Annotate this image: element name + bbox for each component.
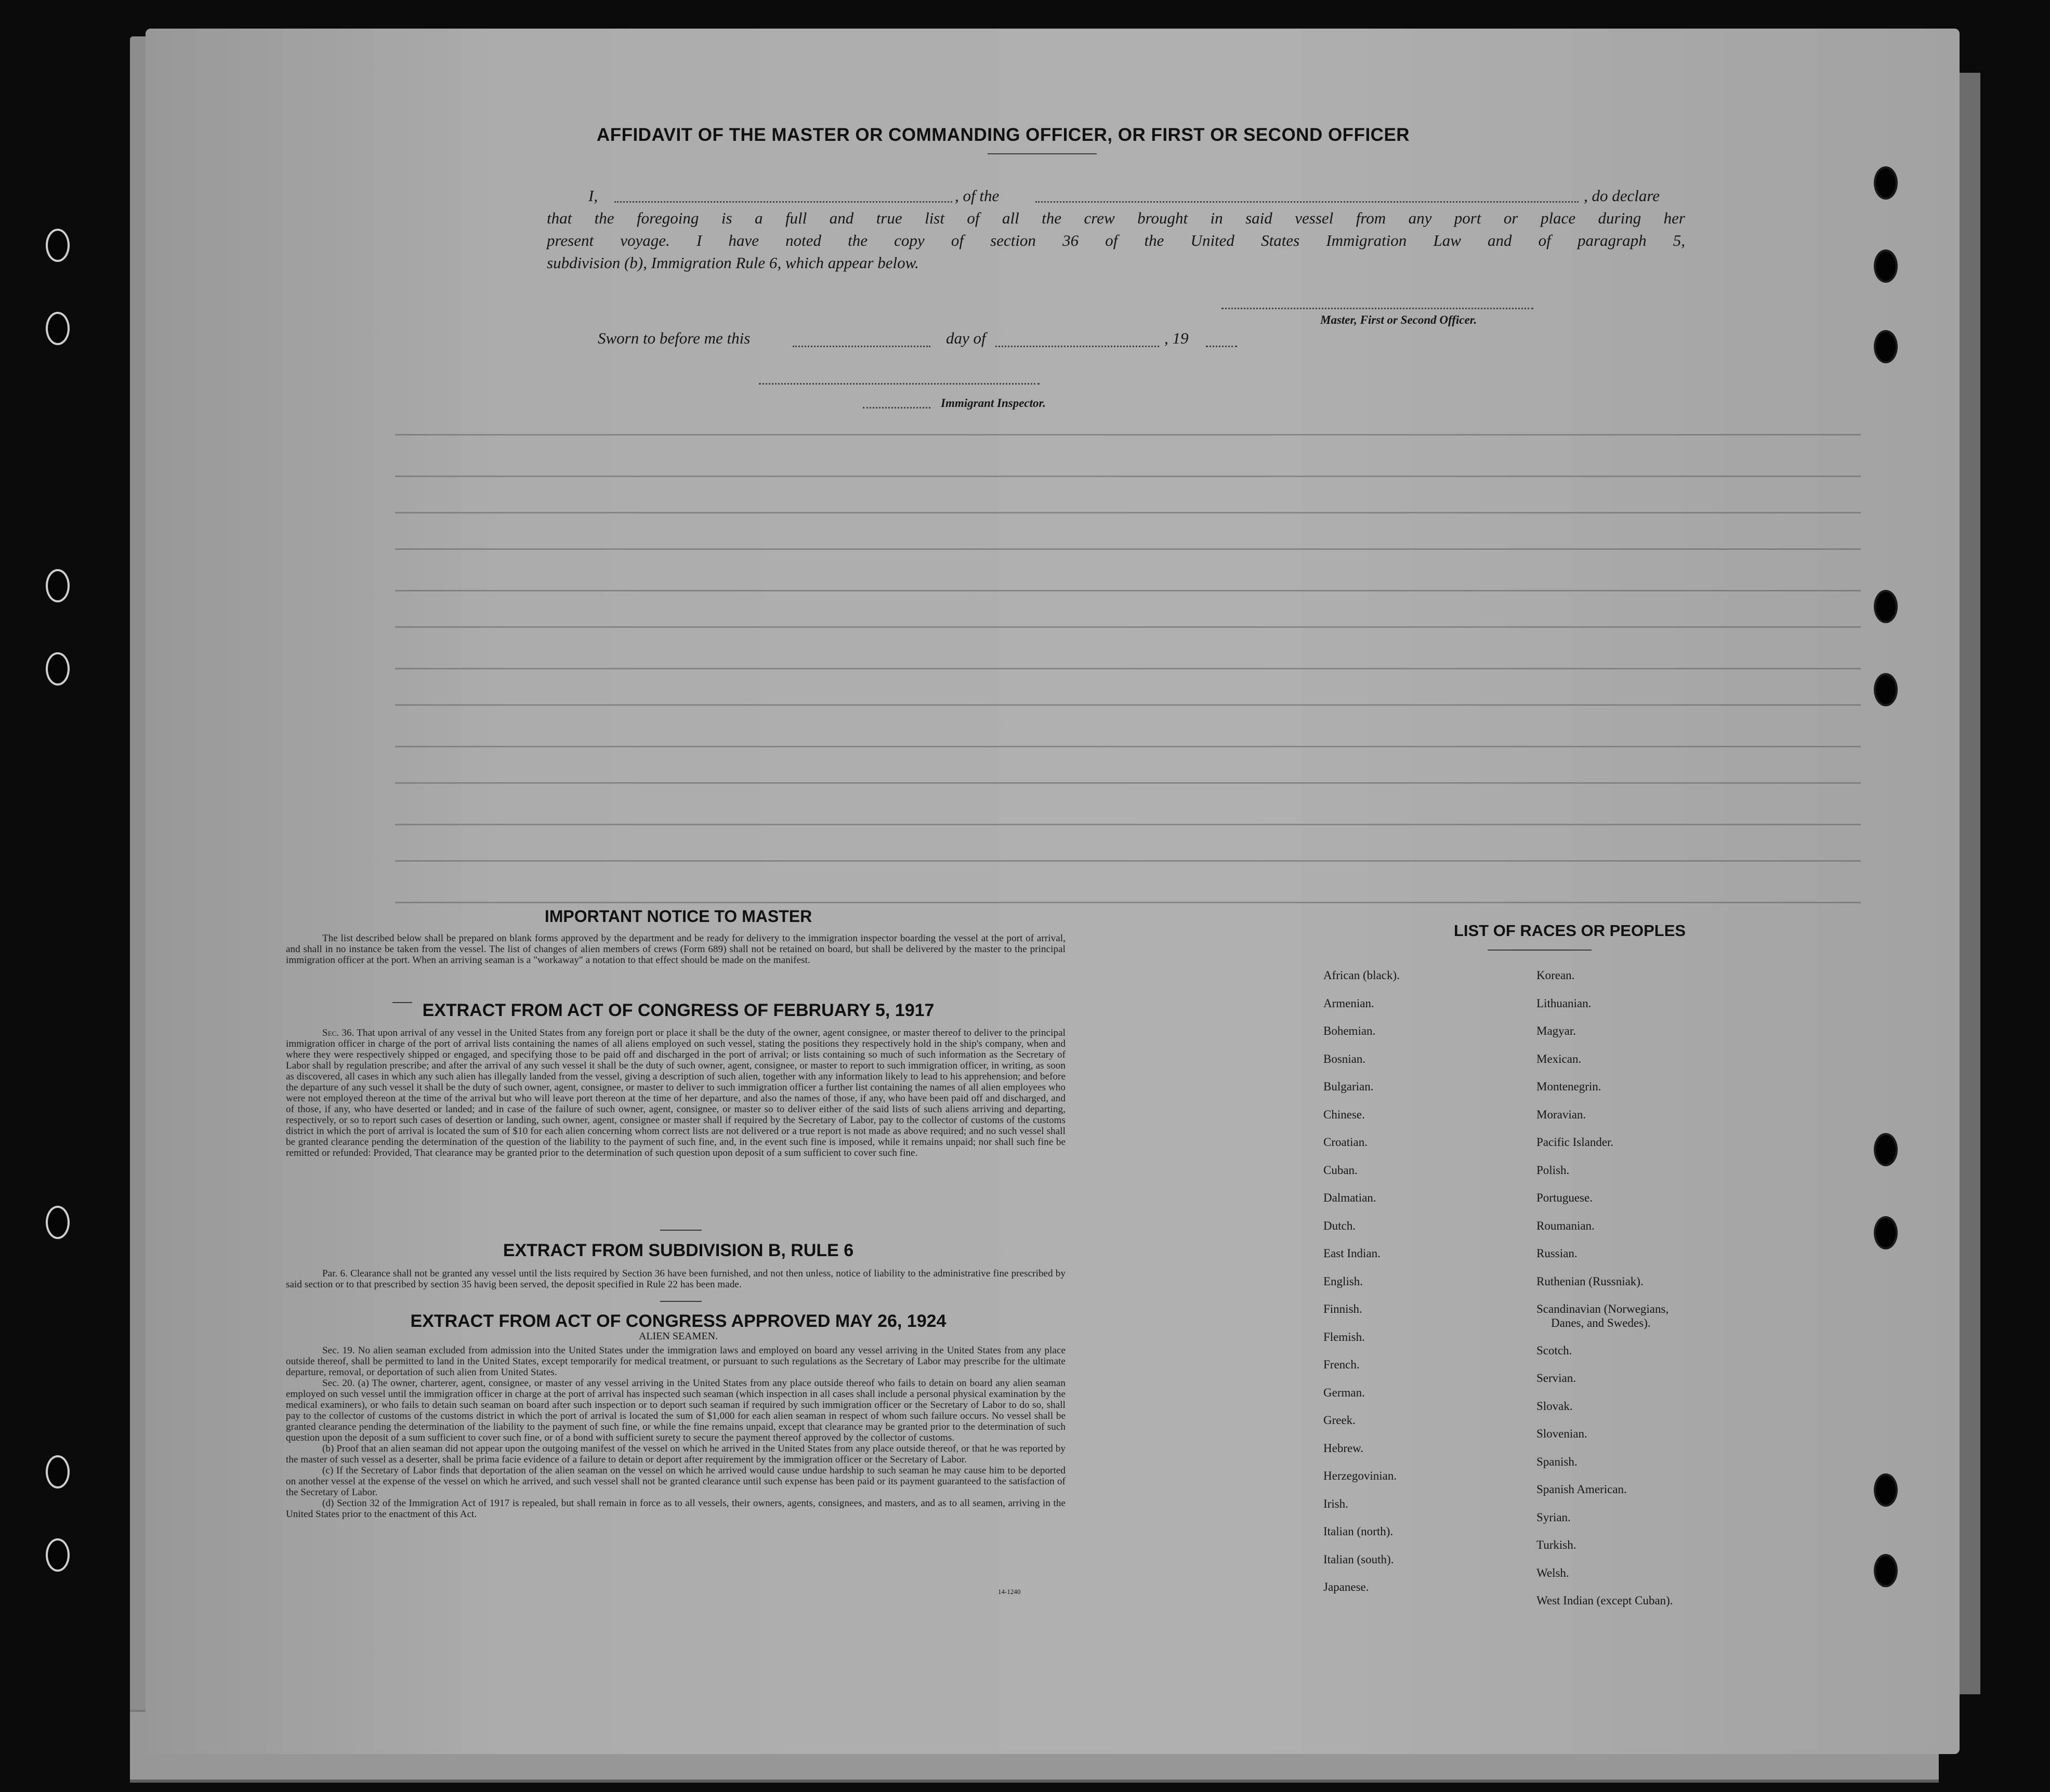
notice-title: IMPORTANT NOTICE TO MASTER (544, 907, 812, 926)
race-item: Flemish. (1323, 1330, 1365, 1343)
binder-hole-icon (46, 569, 70, 602)
race-item: Lithuanian. (1536, 996, 1592, 1010)
sworn-text-b: day of (946, 329, 986, 347)
race-item: Italian (south). (1323, 1552, 1394, 1566)
extract-1924-subtitle: ALIEN SEAMEN. (638, 1330, 718, 1342)
binder-hole-icon (1874, 590, 1898, 623)
race-item: Croatian. (1323, 1136, 1368, 1149)
race-item: Scandinavian (Norwegians, (1536, 1302, 1669, 1315)
race-item: Korean. (1536, 969, 1575, 982)
inspector-label: Immigrant Inspector. (941, 397, 1046, 410)
binder-hole-icon (1874, 1473, 1898, 1507)
affidavit-line1-b: , of the (955, 187, 1000, 205)
extract-1917-title: EXTRACT FROM ACT OF CONGRESS OF FEBRUARY 5, 1917 (422, 1000, 935, 1020)
race-item: Greek. (1323, 1414, 1356, 1427)
race-item: English. (1323, 1274, 1363, 1288)
race-item: Russian. (1536, 1247, 1578, 1260)
race-item: Roumanian. (1536, 1219, 1595, 1232)
race-item: Bosnian. (1323, 1052, 1366, 1065)
race-item: Moravian. (1536, 1108, 1586, 1121)
race-item: Danes, and Swedes). (1551, 1316, 1651, 1329)
binder-hole-icon (46, 229, 70, 262)
name-blank[interactable] (614, 201, 952, 203)
race-item: East Indian. (1323, 1247, 1381, 1260)
day-blank[interactable] (793, 346, 930, 347)
race-item: German. (1323, 1386, 1365, 1399)
sworn-line (598, 329, 1637, 353)
race-item: Bulgarian. (1323, 1080, 1374, 1093)
vessel-blank[interactable] (1035, 201, 1579, 203)
binder-hole-icon (46, 1538, 70, 1572)
races-title: LIST OF RACES OR PEOPLES (1453, 921, 1686, 940)
race-item: Finnish. (1323, 1302, 1362, 1315)
year-blank[interactable] (1206, 346, 1237, 347)
race-item: Montenegrin. (1536, 1080, 1601, 1093)
race-item: Cuban. (1323, 1163, 1358, 1177)
binder-hole-icon (1874, 1216, 1898, 1249)
affidavit-line3: present voyage. I have noted the copy of section 36 of the United States Immigration Law and of paragraph 5, (547, 231, 1685, 249)
sec-20a-text: Sec. 20. (a) The owner, charterer, agent, consignee, or master of any vessel arriving in the United States from any place outside thereof who fails to detain on board any alien seaman employed on such vessel until the immigration officer in charge at the port of arrival has inspected such seaman (which inspection in all cases shall include a personal physical examination by the medical examiners), or who fails to detain such seaman on board after such inspection or to deport such seaman if required by such immigration officer or the Secretary of Labor to do so, shall pay to the collector of customs of the customs district in which the port of arrival is located the sum of $1,000 for each alien seaman in respect of whom such failure occurs. No vessel shall be granted clearance pending the determination of the liability to the payment of such fine, or while the fine remains unpaid, except that clearance may be granted prior to the determination of such question upon the deposit of a sum sufficient to cover such fine, or of a bond with sufficient surety to secure the payment thereof approved by the collector of customs. (286, 1378, 1066, 1443)
form-number: 14-1240 (998, 1588, 1021, 1596)
sec-20b-text: (b) Proof that an alien seaman did not appear upon the outgoing manifest of the vessel on which he arrived in the United States from any place outside thereof, or that he was reported by the master of such vessel as a deserter, shall be prima facie evidence of a failure to detain or deport after requirement by the immigration officer or the Secretary of Labor. (286, 1443, 1066, 1465)
race-item: Armenian. (1323, 996, 1374, 1010)
race-item: Slovak. (1536, 1399, 1573, 1413)
race-item: West Indian (except Cuban). (1536, 1594, 1673, 1607)
divider (988, 153, 1097, 154)
extract-rule6-title: EXTRACT FROM SUBDIVISION B, RULE 6 (503, 1241, 854, 1260)
affidavit-line1-c: , do declare (1584, 187, 1660, 205)
race-item: Italian (north). (1323, 1525, 1394, 1538)
divider (1488, 950, 1592, 951)
sec-20d-text: (d) Section 32 of the Immigration Act of 1917 is repealed, but shall remain in force as to all vessels, their owners, agents, consignees, and masters, and as to all seamen, arriving in the United States prior to the enactment of this Act. (286, 1498, 1066, 1520)
sec-36-label: Sec. 36. (322, 1027, 354, 1038)
race-item: Herzegovinian. (1323, 1469, 1397, 1482)
race-item: Turkish. (1536, 1538, 1576, 1551)
inspector-signature-dots (863, 407, 930, 409)
race-item: Pacific Islander. (1536, 1136, 1614, 1149)
affidavit-line4: subdivision (b), Immigration Rule 6, which appear below. (547, 254, 919, 272)
race-item: Bohemian. (1323, 1024, 1376, 1037)
binder-hole-icon (46, 1206, 70, 1239)
race-item: Spanish American. (1536, 1483, 1627, 1496)
extract-1924-title: EXTRACT FROM ACT OF CONGRESS APPROVED MAY 26, 1924 (410, 1311, 947, 1331)
race-item: Scotch. (1536, 1343, 1572, 1357)
race-item: Polish. (1536, 1163, 1570, 1177)
binder-hole-icon (1874, 166, 1898, 200)
race-item: Magyar. (1536, 1024, 1576, 1037)
extract-1917-body (286, 1027, 1066, 1158)
binder-hole-icon (1874, 673, 1898, 706)
document-page (146, 29, 1960, 1754)
race-item: Slovenian. (1536, 1427, 1587, 1440)
race-item: Mexican. (1536, 1052, 1582, 1065)
binder-hole-icon (1874, 330, 1898, 363)
inspector-signature-blank[interactable] (759, 383, 1040, 385)
notice-body: The list described below shall be prepared on blank forms approved by the department and be ready for delivery to the immigration inspector boarding the vessel at the port of arrival, and shall in no instance be taken from the vessel. The list of changes of alien members of crews (Form 689) shall not be retained on board, but shall be delivered by the master to the principal immigration officer at the port. When an arriving seaman is a "workaway" a notation to that effect should be made on the manifest. (286, 933, 1066, 966)
race-item: Dutch. (1323, 1219, 1356, 1232)
race-item: Dalmatian. (1323, 1191, 1376, 1204)
race-item: Hebrew. (1323, 1441, 1364, 1455)
extract-1924-body (286, 1345, 1066, 1520)
race-item: Ruthenian (Russniak). (1536, 1274, 1644, 1288)
binder-hole-icon (1874, 1133, 1898, 1166)
binder-hole-icon (46, 652, 70, 686)
month-blank[interactable] (995, 346, 1159, 347)
affidavit-line2: that the foregoing is a full and true list of all the crew brought in said vessel from any port or place during her (547, 209, 1685, 227)
sworn-text-a: Sworn to before me this (598, 329, 751, 347)
affidavit-paragraph (547, 185, 1685, 274)
extract-rule6-body: Par. 6. Clearance shall not be granted any vessel until the lists required by Section 36 have been furnished, and not then unless, notice of liability to the administrative fine prescribed by said section or to that prescribed by section 35 havig been served, the deposit specified in Rule 22 has been made. (286, 1268, 1066, 1290)
binder-hole-icon (46, 1455, 70, 1488)
affidavit-line1-a: I, (588, 187, 598, 205)
affidavit-title: AFFIDAVIT OF THE MASTER OR COMMANDING OFFICER, OR FIRST OR SECOND OFFICER (596, 125, 1410, 145)
race-item: Portuguese. (1536, 1191, 1593, 1204)
race-item: Irish. (1323, 1497, 1348, 1510)
race-item: Spanish. (1536, 1455, 1578, 1468)
master-signature-label: Master, First or Second Officer. (1320, 313, 1477, 326)
binder-hole-icon (1874, 1554, 1898, 1587)
binder-hole-icon (1874, 249, 1898, 283)
race-item: Syrian. (1536, 1510, 1571, 1524)
sworn-text-c: , 19 (1164, 329, 1189, 347)
race-item: Chinese. (1323, 1108, 1365, 1121)
race-item: Japanese. (1323, 1580, 1369, 1593)
race-item: African (black). (1323, 969, 1400, 982)
sec-20c-text: (c) If the Secretary of Labor finds that deportation of the alien seaman on the vessel on which he arrived would cause undue hardship to such seaman he may cause him to be deported on another vessel at the expense of the vessel on which he arrived, and such vessel shall not be granted clearance until such expense has been paid or its payment guaranteed to the satisfaction of the Secretary of Labor. (286, 1465, 1066, 1498)
race-item: Welsh. (1536, 1566, 1569, 1579)
sec-19-text: Sec. 19. No alien seaman excluded from admission into the United States under the immigration laws and employed on board any vessel arriving in the United States from any place outside thereof, shall be permitted to land in the United States, except temporarily for medical treatment, or pursuant to such regulations as the Secretary of Labor may prescribe for the ultimate departure, removal, or deportation of such alien from United States. (286, 1345, 1066, 1378)
sec-36-text: That upon arrival of any vessel in the United States from any foreign port or place it shall be the duty of the owner, agent consignee, or master thereof to deliver to the principal immigration officer in charge of the port of arrival lists containing the names of all aliens employed on such vessel, stating the positions they respectively hold in the ship's company, when and where they were respectively shipped or engaged, and specifying those to be paid off and discharged in the port of arrival; or lists containing so much of such information as the Secretary of Labor shall by regulation prescribe; and after the arrival of any such vessel it shall be the duty of such owner, agent, consignee, or master to report to such immigration officer, in writing, as soon as discovered, all cases in which any such alien has illegally landed from the vessel, giving a description of such alien, together with any information likely to lead to his apprehension; and before the departure of any such vessel it shall be the duty of such owner, agent, consignee, or master to deliver to such immigration officer a further list containing the names of all alien employees who were not employed thereon at the time of the arrival but who will leave port thereon at the time of her departure, and also the names of those, if any, who have been paid off and discharged, and of those, if any, who have deserted or landed; and in case of the failure of such owner, agent, consignee, or master so to deliver either of the said lists of such aliens arriving and departing, respectively, or so to report such cases of desertion or landing, such owner, agent, consignee or master shall if required by the Secretary of Labor, pay to the collector of customs of the customs district in which the port of arrival is located the sum of $10 for each alien concerning whom correct lists are not delivered or a true report is not made as above required; and no such vessel shall be granted clearance pending the determination of the question of the liability to the payment of such fine, and, in the event such fine is imposed, while it remains unpaid; nor shall such fine be remitted or refunded: Provided, That clearance may be granted prior to the determination of such question upon deposit of a sum sufficient to cover such fine. (286, 1027, 1066, 1158)
binder-hole-icon (46, 312, 70, 345)
master-signature-blank[interactable] (1221, 308, 1533, 309)
race-item: French. (1323, 1358, 1360, 1371)
race-item: Servian. (1536, 1372, 1576, 1385)
